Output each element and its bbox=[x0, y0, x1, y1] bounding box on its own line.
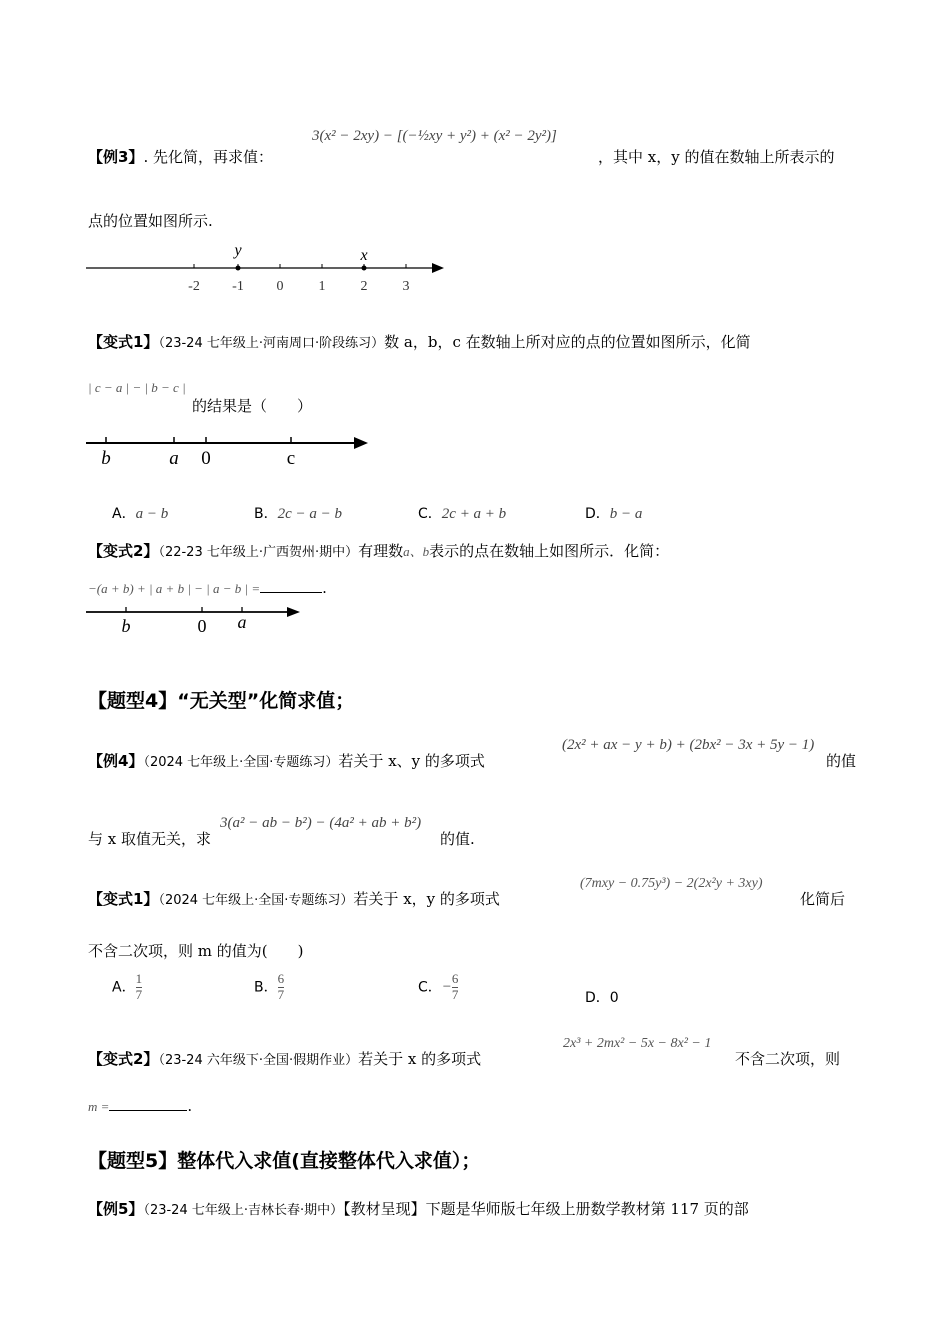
variant-2-expression: −(a + b) + | a + b | − | a − b | = bbox=[88, 581, 261, 596]
axis-arrow bbox=[287, 607, 300, 617]
point-label-b: b bbox=[101, 448, 111, 469]
point-label-a: a bbox=[237, 612, 247, 632]
option-c[interactable] bbox=[418, 972, 458, 1003]
point-label-a: a bbox=[169, 448, 179, 469]
variant-1-question: 的结果是（ ） bbox=[192, 397, 313, 415]
option-label: D． bbox=[585, 506, 610, 522]
example-4-line-2: 与 x 取值无关，求 bbox=[88, 830, 211, 848]
section-heading-type-5: 【题型5】整体代入求值(直接整体代入求值）； bbox=[88, 1150, 481, 1172]
point-label-x: x bbox=[360, 247, 368, 264]
denominator: 7 bbox=[135, 986, 143, 1002]
option-label: A． bbox=[112, 979, 136, 996]
point-label-c: c bbox=[286, 448, 296, 469]
variant-tag: 【变式2】 bbox=[88, 1050, 159, 1068]
variant-text: 有理数 bbox=[358, 542, 404, 560]
source-note: （2024 七年级上·全国·专题练习） bbox=[143, 755, 339, 770]
variant-1-expression: | c − a | − | b − c | bbox=[88, 380, 186, 395]
example-tag: 【例5】 bbox=[88, 1200, 144, 1218]
option-c[interactable] bbox=[418, 503, 506, 523]
point-label-zero: 0 bbox=[201, 448, 211, 469]
number-line-variant-2 bbox=[82, 600, 312, 640]
example-5-line-1 bbox=[88, 1198, 749, 1219]
option-a[interactable] bbox=[112, 972, 142, 1003]
example-tag: 【例4】 bbox=[88, 752, 144, 770]
option-value: 2c − a − b bbox=[277, 506, 343, 522]
period: . bbox=[322, 579, 327, 597]
variant-text: 表示的点在数轴上如图所示．化简： bbox=[429, 542, 670, 560]
fraction bbox=[136, 972, 143, 1003]
tick-label: -1 bbox=[232, 279, 244, 294]
source-note: （22-23 七年级上·广西贺州·期中） bbox=[158, 545, 359, 560]
option-a[interactable] bbox=[112, 503, 168, 523]
example-4-line-1 bbox=[88, 750, 485, 771]
example-text: 若关于 x、y 的多项式 bbox=[338, 752, 485, 770]
axis-arrow bbox=[432, 263, 444, 273]
variant-1-line-1 bbox=[88, 331, 751, 352]
point-label-zero: 0 bbox=[197, 616, 207, 636]
numerator: 6 bbox=[277, 971, 285, 986]
variant-2-line-1 bbox=[88, 1048, 481, 1069]
option-b[interactable] bbox=[254, 972, 284, 1003]
example-tag: 【例3】 bbox=[88, 148, 144, 166]
answer-blank[interactable] bbox=[260, 578, 322, 593]
variant-text: 若关于 x 的多项式 bbox=[358, 1050, 482, 1068]
tick-label: 3 bbox=[402, 279, 410, 294]
variant-1-text: 化简后 bbox=[800, 890, 846, 908]
source-note: （2024 七年级上·全国·专题练习） bbox=[158, 893, 354, 908]
minus-sign: − bbox=[441, 978, 452, 995]
example-text: . 先化简，再求值： bbox=[143, 148, 273, 166]
option-label: D． bbox=[585, 990, 610, 1006]
option-label: B． bbox=[254, 506, 278, 522]
option-value: 2c + a + b bbox=[441, 506, 507, 522]
variant-tag: 【变式1】 bbox=[88, 333, 159, 351]
m-equals: m = bbox=[88, 1099, 110, 1114]
variant-1-line-2: 不含二次项，则 m 的值为( ) bbox=[88, 942, 304, 960]
example-4-expression-2: 3(a² − ab − b²) − (4a² + ab + b²) bbox=[220, 815, 422, 831]
variant-2-fill-line bbox=[88, 1096, 192, 1115]
tick-label: 1 bbox=[318, 279, 326, 294]
option-label: A． bbox=[112, 506, 136, 522]
option-label: B． bbox=[254, 979, 278, 996]
answer-blank[interactable] bbox=[109, 1096, 187, 1111]
example-4-expression-1: (2x² + ax − y + b) + (2bx² − 3x + 5y − 1) bbox=[562, 737, 815, 753]
variables: a、b bbox=[403, 544, 430, 559]
variant-1-expression: (7mxy − 0.75y³) − 2(2x²y + 3xy) bbox=[580, 876, 763, 891]
option-value: 0 bbox=[609, 990, 619, 1006]
option-value: b − a bbox=[609, 506, 643, 522]
variant-text: 若关于 x，y 的多项式 bbox=[353, 890, 500, 908]
number-line-example-3 bbox=[80, 240, 460, 300]
variant-2-fill-line bbox=[88, 578, 327, 597]
option-label: C． bbox=[418, 979, 442, 996]
example-3-line-1 bbox=[88, 146, 273, 167]
period: . bbox=[187, 1097, 193, 1115]
tick-label: 2 bbox=[360, 279, 368, 294]
tick-label: 0 bbox=[276, 279, 284, 294]
example-3-expression: 3(x² − 2xy) − [(−½xy + y²) + (x² − 2y²)] bbox=[312, 128, 557, 144]
option-b[interactable] bbox=[254, 503, 342, 523]
tick-label: -2 bbox=[188, 279, 200, 294]
source-note: （23-24 六年级下·全国·假期作业） bbox=[158, 1053, 359, 1068]
variant-2-text: 不含二次项，则 bbox=[735, 1050, 841, 1068]
variant-2-line-1 bbox=[88, 540, 669, 561]
source-note: （23-24 七年级上·河南周口·阶段练习） bbox=[158, 336, 385, 351]
section-heading-type-4: 【题型4】“无关型”化简求值； bbox=[88, 690, 355, 712]
source-note: （23-24 七年级上·吉林长春·期中） bbox=[143, 1203, 344, 1218]
fraction bbox=[278, 972, 285, 1003]
variant-1-line-1 bbox=[88, 888, 500, 909]
point-label-y: y bbox=[234, 242, 242, 259]
example-4-text: 的值 bbox=[826, 752, 857, 770]
fraction bbox=[452, 972, 459, 1003]
variant-2-expression: 2x³ + 2mx² − 5x − 8x² − 1 bbox=[563, 1036, 712, 1051]
point-x bbox=[362, 266, 367, 271]
example-3-text-tail: ，其中 x，y 的值在数轴上所表示的 bbox=[598, 148, 835, 166]
example-4-text-end: 的值. bbox=[440, 830, 475, 848]
option-d[interactable] bbox=[585, 503, 642, 523]
denominator: 7 bbox=[451, 986, 459, 1002]
numerator: 6 bbox=[451, 971, 459, 986]
variant-tag: 【变式1】 bbox=[88, 890, 159, 908]
point-y bbox=[236, 266, 241, 271]
variant-text: 数 a，b，c 在数轴上所对应的点的位置如图所示，化简 bbox=[384, 333, 751, 351]
point-label-b: b bbox=[121, 616, 131, 636]
axis-arrow bbox=[354, 437, 368, 449]
denominator: 7 bbox=[277, 986, 285, 1002]
option-d[interactable] bbox=[585, 987, 619, 1007]
variant-tag: 【变式2】 bbox=[88, 542, 159, 560]
option-value: a − b bbox=[135, 506, 169, 522]
example-text: 【教材呈现】下题是华师版七年级上册数学教材第 117 页的部 bbox=[343, 1200, 749, 1218]
option-label: C． bbox=[418, 506, 442, 522]
example-3-line-2: 点的位置如图所示. bbox=[88, 212, 213, 230]
number-line-variant-1 bbox=[82, 428, 382, 474]
numerator: 1 bbox=[135, 971, 143, 986]
